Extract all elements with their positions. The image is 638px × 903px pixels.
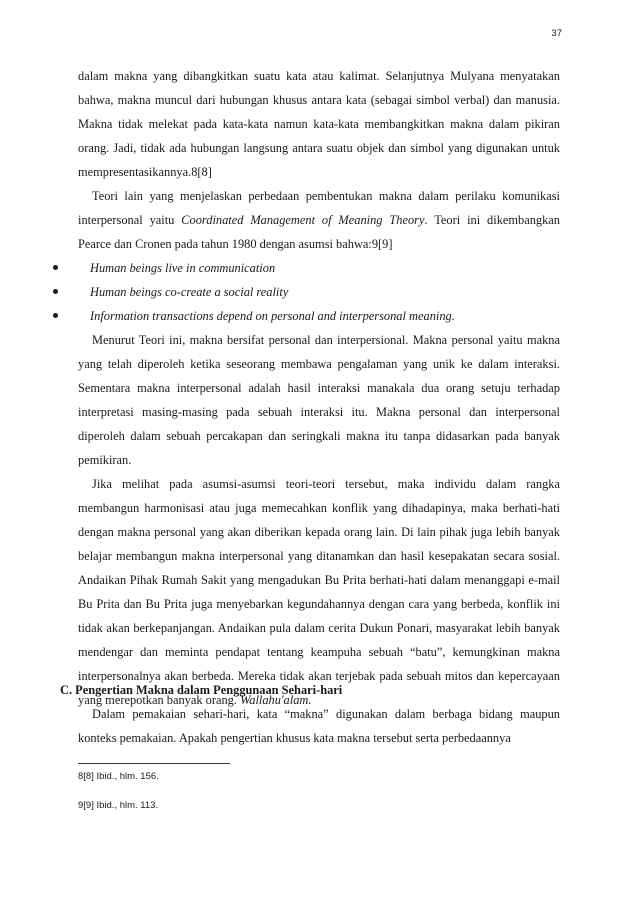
closing-phrase: Wallahu'alam. — [240, 693, 312, 707]
paragraph-2 — [78, 184, 560, 256]
list-item — [78, 256, 560, 280]
footnote-8: 8[8] Ibid., hlm. 156. — [78, 771, 159, 782]
list-item — [78, 304, 560, 328]
section-text — [78, 702, 560, 750]
assumption-list — [78, 256, 560, 328]
section-heading: C. Pengertian Makna dalam Penggunaan Sehari-hari — [60, 683, 343, 697]
bullet-icon — [53, 289, 58, 294]
list-item — [78, 280, 560, 304]
footnote-divider — [78, 763, 230, 764]
page-number: 37 — [551, 28, 562, 39]
paragraph-2-text-end: . Teori ini dikembangkan Pearce dan Cronen pada tahun 1980 dengan asumsi bahwa:9[9] — [78, 213, 561, 251]
list-item-text: Human beings live in communication — [90, 261, 276, 275]
footnote-9: 9[9] Ibid., hlm. 113. — [78, 800, 159, 811]
paragraph-1: dalam makna yang dibangkitkan suatu kata atau kalimat. Selanjutnya Mulyana menyatakan bahwa, makna muncul dari hubungan khusus antara kata (sebagai simbol verbal) dan manusia. Makna tidak melekat pada kata-kata namun kata-kata membangkitkan makna dalam pikiran orang. Jadi, tidak ada hubungan langsung antara suatu objek dan simbol yang digunakan untuk mempresentasikannya.8[8] — [78, 69, 560, 179]
theory-name: Coordinated Management of Meaning Theory — [181, 213, 425, 227]
paragraph-5: Dalam pemakaian sehari-hari, kata “makna” digunakan dalam berbaga bidang maupun konteks pemakaian. Apakah pengertian khusus kata makna tersebut serta perbedaannya — [78, 707, 560, 745]
bullet-icon — [53, 313, 58, 318]
list-item-text: Information transactions depend on personal and interpersonal meaning. — [90, 309, 455, 323]
paragraph-4-text: Jika melihat pada asumsi-asumsi teori-teori tersebut, maka individu dalam rangka membangun harmonisasi atau juga memecahkan konflik yang dihadapinya, maka berhati-hati dengan makna personal yang akan diberikan kepada orang lain. Di lain pihak juga lebih banyak belajar membangun makna interpersonal yang ditanamkan dan hasil kesepakatan secara sosial. Andaikan Pihak Rumah Sakit yang mengadukan Bu Prita berhati-hati dalam menanggapi e-mail Bu Prita dan Bu Prita juga menyebarkan kegundahannya dengan cara yang berbeda, konflik ini tidak akan berkepanjangan. Andaikan pula dalam cerita Dukun Ponari, masyarakat lebih banyak mendengar dan meminta pendapat tentang keampuha sebuah “batu”, kemungkinan makna interpersonalnya akan berbeda. Mereka tidak akan terjebak pada sebuah mitos dan kepercayaan yang merepotkan banyak orang. — [78, 477, 560, 707]
main-text — [78, 64, 560, 712]
list-item-text: Human beings co-create a social reality — [90, 285, 289, 299]
paragraph-3: Menurut Teori ini, makna bersifat personal dan interpersional. Makna personal yaitu makna yang telah diperoleh ketika seseorang membawa pengalaman yang unik ke dalam interaksi. Sementara makna interpersonal adalah hasil interaksi manakala dua orang setuju terhadap interpretasi masing-masing pada sebuah interaksi itu. Makna personal dan interpersonal diperoleh dalam sebuah percakapan dan seringkali makna itu tanpa didasarkan pada banyak pemikiran. — [78, 333, 560, 467]
paragraph-4 — [78, 472, 560, 712]
paragraph-2-text-start: Teori lain yang menjelaskan perbedaan pembentukan makna dalam perilaku komunikasi interpersonal yaitu — [78, 189, 560, 227]
bullet-icon — [53, 265, 58, 270]
